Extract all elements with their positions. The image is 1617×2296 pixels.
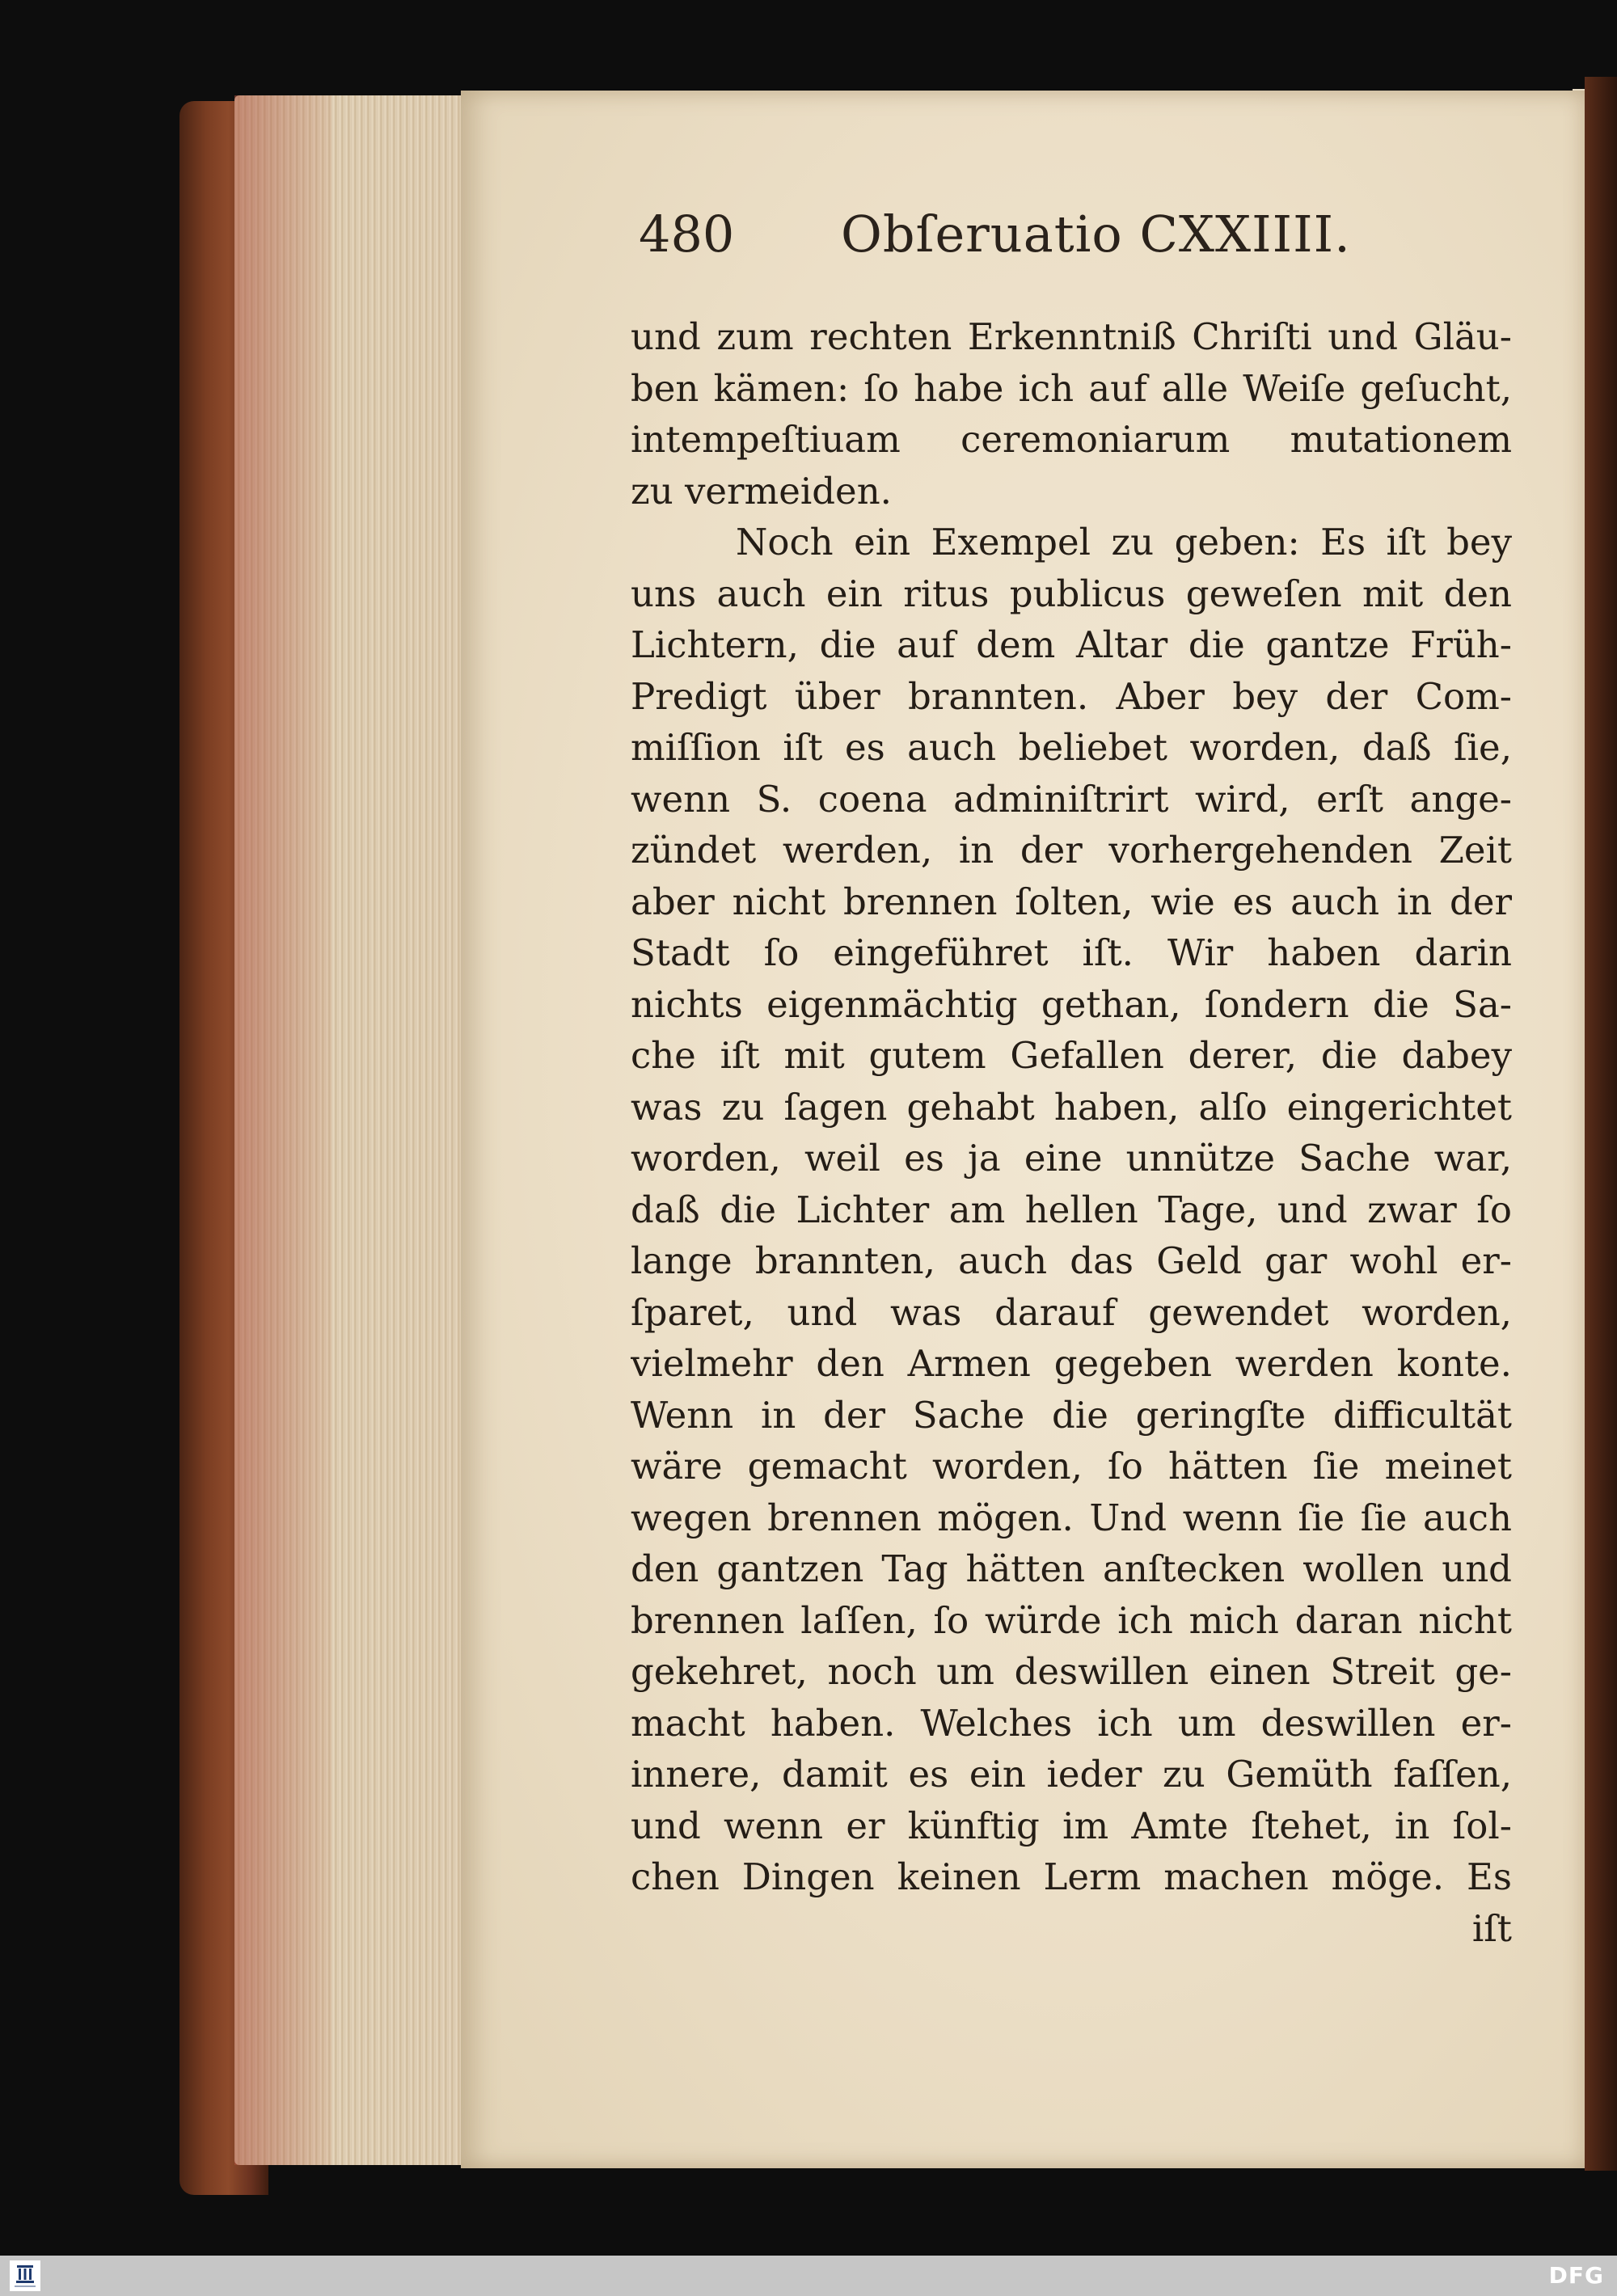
book-cover-right (1585, 77, 1617, 2171)
text-line: zündet werden, in der vorhergehenden Zeit (631, 829, 1512, 872)
text-line: ſparet, und was darauf gewendet worden, (631, 1290, 1512, 1334)
text-line: brennen laſſen, ſo würde ich mich daran nicht (631, 1598, 1512, 1642)
running-head: Obſeruatio CXXIIII. (841, 205, 1351, 264)
text-line: lange brannten, auch das Geld gar wohl er- (631, 1239, 1512, 1282)
text-line: Stadt ſo eingeführet iſt. Wir haben darin (631, 931, 1512, 974)
page-body (631, 311, 1512, 1954)
text-line: uns auch ein ritus publicus geweſen mit den (631, 572, 1512, 615)
text-line: zu vermeiden. (631, 469, 892, 513)
text-line: che iſt mit gutem Gefallen derer, die dabey (631, 1034, 1512, 1077)
text-line: den gantzen Tag hätten anſtecken wollen und (631, 1547, 1512, 1590)
text-line: wegen brennen mögen. Und wenn ſie ſie auch (631, 1496, 1512, 1539)
catchword: iſt (1471, 1906, 1512, 1950)
text-line: vielmehr den Armen gegeben werden konte. (631, 1342, 1512, 1385)
text-line: Wenn in der Sache die geringſte difficultät (631, 1393, 1512, 1437)
viewer-footer-bar (0, 2256, 1617, 2296)
text-line: wenn S. coena adminiſtrirt wird, erſt ange- (631, 777, 1512, 821)
text-line: gekehret, noch um deswillen einen Streit ge- (631, 1650, 1512, 1693)
text-line: chen Dingen keinen Lerm machen möge. Es (631, 1855, 1512, 1898)
text-line: Predigt über brannten. Aber bey der Com- (631, 674, 1512, 718)
text-line: worden, weil es ja eine unnütze Sache war, (631, 1137, 1512, 1180)
text-line: und zum rechten Erkenntniß Chriſti und Gläu- (631, 315, 1512, 358)
text-line: Lichtern, die auf dem Altar die gantze Früh- (631, 623, 1512, 666)
text-line: ben kämen: ſo habe ich auf alle Weiſe geſucht, (631, 366, 1512, 410)
page-edge-stack (234, 95, 469, 2165)
text-line: aber nicht brennen ſolten, wie es auch in der (631, 880, 1512, 923)
text-line: macht haben. Welches ich um deswillen er- (631, 1701, 1512, 1745)
text-line: daß die Lichter am hellen Tage, und zwar ſo (631, 1188, 1512, 1231)
text-line: Noch ein Exempel zu geben: Es iſt bey (736, 521, 1512, 563)
text-line: nichts eigenmächtig gethan, ſondern die Sa- (631, 982, 1512, 1026)
library-logo-icon[interactable] (10, 2260, 40, 2291)
text-line: wäre gemacht worden, ſo hätten ſie meinet (631, 1445, 1512, 1488)
text-line: innere, damit es ein ieder zu Gemüth faſſen, (631, 1753, 1512, 1796)
text-line: und wenn er künftig im Amte ſtehet, in ſol- (631, 1804, 1512, 1847)
text-line: intempeſtiuam ceremoniarum mutationem (631, 418, 1512, 461)
funder-label: DFG (1548, 2262, 1604, 2289)
text-line: miſſion iſt es auch beliebet worden, daß ſie, (631, 726, 1512, 769)
text-line: was zu ſagen gehabt haben, alſo eingerichtet (631, 1085, 1512, 1129)
red-edge-tint (234, 95, 331, 2165)
page-header (639, 202, 1528, 275)
page-number: 480 (639, 205, 735, 264)
